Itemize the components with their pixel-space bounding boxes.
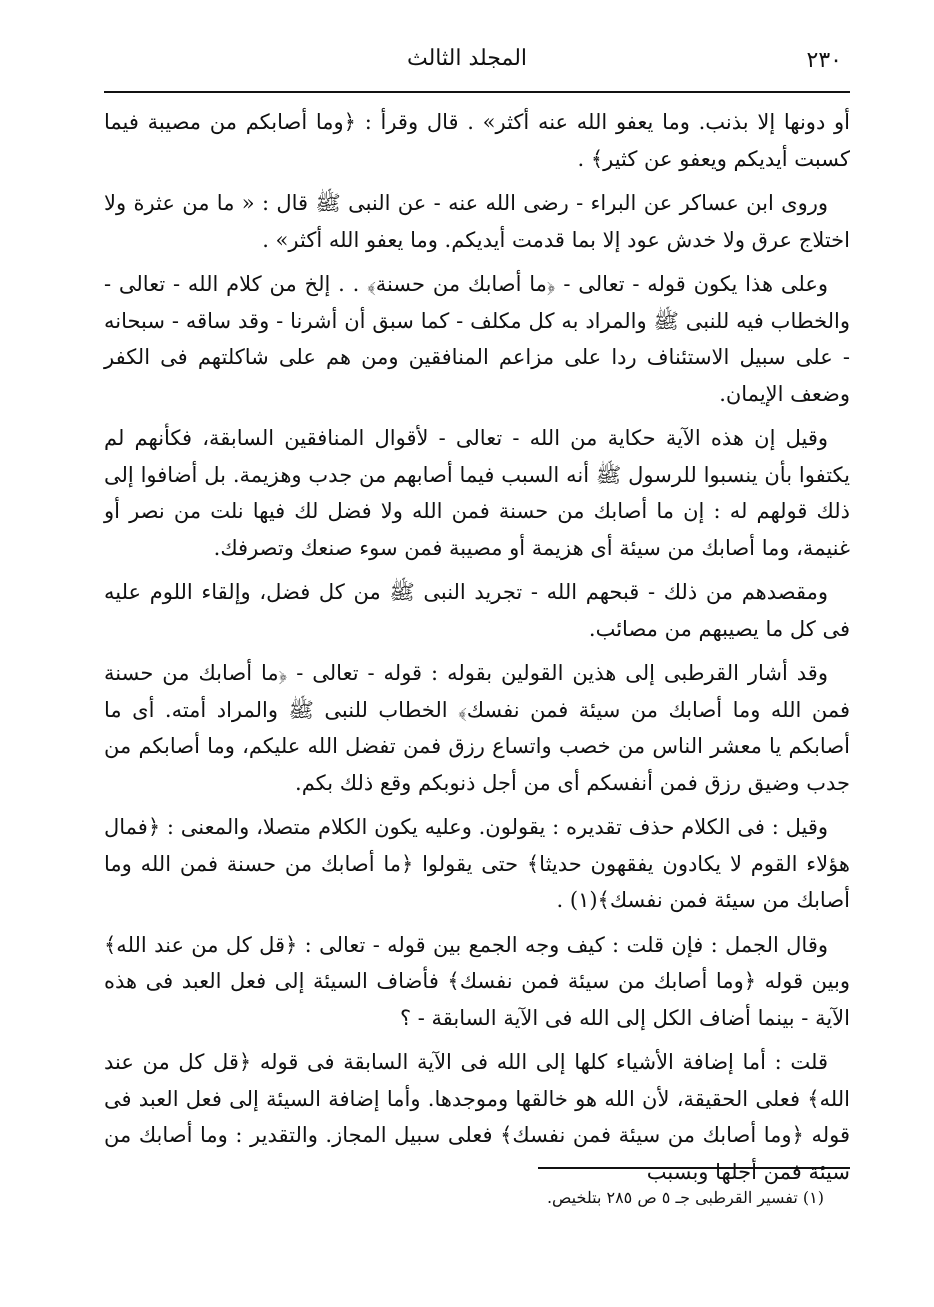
body-text bbox=[104, 104, 850, 1198]
paragraph: وعلى هذا يكون قوله - تعالى - ﴿ما أصابك من حسنة﴾ . . إلخ من كلام الله - تعالى - والخطاب فيه للنبى ﷺ والمراد به كل مكلف - كما سبق أن أشرنا - وقد ساقه - سبحانه - على سبيل الاستئناف ردا على مزاعم المنافقين ومن هم على شاكلتهم فى الكفر وضعف الإيمان. bbox=[104, 272, 850, 406]
paragraph: ومقصدهم من ذلك - قبحهم الله - تجريد النبى ﷺ من كل فضل، وإلقاء اللوم عليه فى كل ما يصيبهم من مصائب. bbox=[104, 580, 850, 641]
paragraph: وقد أشار القرطبى إلى هذين القولين بقوله : قوله - تعالى - ﴿ما أصابك من حسنة فمن الله وما أصابك من سيئة فمن نفسك﴾ الخطاب للنبى ﷺ والمراد أمته. أى ما أصابكم يا معشر الناس من خصب واتساع رزق فمن تفضل الله عليكم، وما أصابكم من جدب وضيق رزق فمن أنفسكم أى من أجل ذنوبكم وقع ذلك بكم. bbox=[104, 661, 850, 795]
footnote-divider bbox=[538, 1167, 850, 1169]
header-divider bbox=[104, 91, 850, 93]
paragraph: قلت : أما إضافة الأشياء كلها إلى الله فى الآية السابقة فى قوله ﴿قل كل من عند الله﴾ فعلى الحقيقة، لأن الله هو خالقها وموجدها. وأما إضافة السيئة إلى فعل العبد فى قوله ﴿وما أصابك من سيئة فمن نفسك﴾ فعلى سبيل المجاز. والتقدير : وما أصابك من سيئة فمن أجلها وبسبب bbox=[104, 1050, 850, 1184]
running-header-title: المجلد الثالث bbox=[406, 46, 528, 71]
footnote: (١) تفسير القرطبى جـ ٥ ص ٢٨٥ بتلخيص. bbox=[546, 1188, 824, 1207]
page-number: ٢٣٠ bbox=[806, 48, 842, 73]
paragraph: وروى ابن عساكر عن البراء - رضى الله عنه - عن النبى ﷺ قال : « ما من عثرة ولا اختلاج عرق ولا خدش عود إلا بما قدمت أيديكم. وما يعفو الله أكثر» . bbox=[104, 191, 850, 252]
paragraph: وقيل إن هذه الآية حكاية من الله - تعالى - لأقوال المنافقين السابقة، فكأنهم لم يكتفوا بأن ينسبوا للرسول ﷺ أنه السبب فيما أصابهم من جدب وهزيمة. بل أضافوا إلى ذلك قولهم له : إن ما أصابك من حسنة فمن الله ولا فضل لك فيها نلت من نصر أو غنيمة، وما أصابك من سيئة أى هزيمة أو مصيبة فمن سوء صنعك وتصرفك. bbox=[104, 426, 850, 560]
paragraph: وقيل : فى الكلام حذف تقديره : يقولون. وعليه يكون الكلام متصلا، والمعنى : ﴿فمال هؤلاء القوم لا يكادون يفقهون حديثا﴾ حتى يقولوا ﴿ما أصابك من حسنة فمن الله وما أصابك من سيئة فمن نفسك﴾(١) . bbox=[104, 815, 850, 912]
paragraph: وقال الجمل : فإن قلت : كيف وجه الجمع بين قوله - تعالى : ﴿قل كل من عند الله﴾ وبين قوله ﴿وما أصابك من سيئة فمن نفسك﴾ فأضاف السيئة إلى فعل العبد فى هذه الآية - بينما أضاف الكل إلى الله فى الآية السابقة - ؟ bbox=[104, 932, 850, 1030]
paragraph: أو دونها إلا بذنب. وما يعفو الله عنه أكثر» . قال وقرأ : ﴿وما أصابكم من مصيبة فيما كسبت أيديكم ويعفو عن كثير﴾ . bbox=[104, 110, 850, 171]
